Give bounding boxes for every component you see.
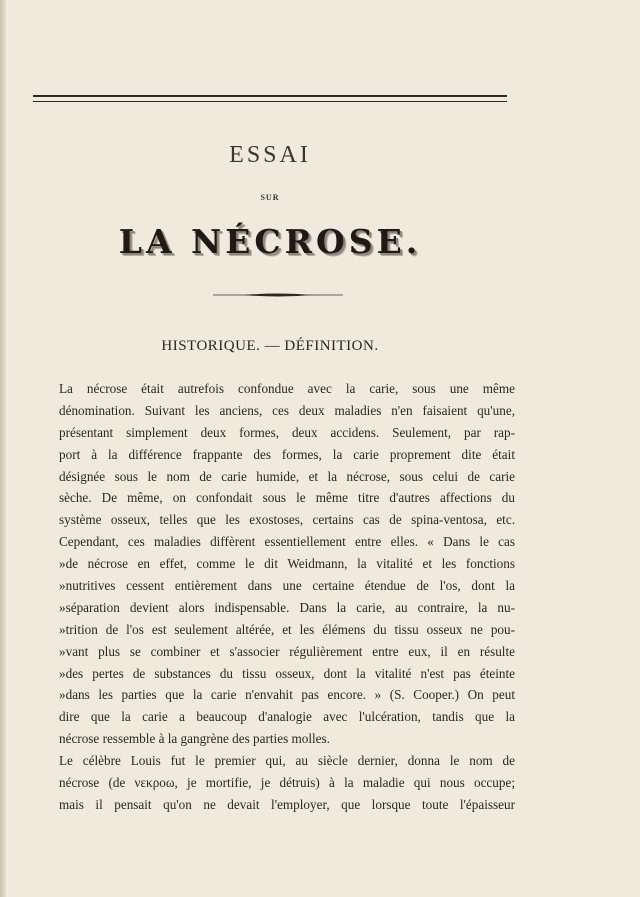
text-line: »vant plus se combiner et s'associer régulièrement entre eux, il en résulte [59,643,515,659]
text-line: mais il pensait qu'on ne devait l'employer, que lorsque toute l'épaisseur [59,796,515,812]
text-line: port à la différence frappante des formes, la carie proprement dite était [59,446,515,462]
text-line: présentant simplement deux formes, deux accidens. Seulement, par rap- [59,424,515,440]
title-sur: SUR [260,193,280,202]
text-line: nécrose (de νεκροω, je mortifie, je détruis) à la maladie qui nous occupe; [59,774,515,790]
text-line: dire que la carie a beaucoup d'analogie avec l'ulcération, tandis que la [59,709,515,725]
text-line: »de nécrose en effet, comme le dit Weidmann, la vitalité et les fonctions [59,556,515,572]
text-line: Le célèbre Louis fut le premier qui, au siècle dernier, donna le nom de [59,753,515,768]
text-line: Cependant, ces maladies diffèrent essentiellement entre elles. « Dans le cas [59,534,515,550]
text-line: désignée sous le nom de carie humide, et la nécrose, sous celui de carie [59,468,515,484]
text-line: »des pertes de substances du tissu osseux, dont la vitalité n'est pas éteinte [59,665,515,681]
text-line: système osseux, telles que les exostoses, certains cas de spina-ventosa, etc. [59,512,515,528]
page-edge [0,0,6,897]
section-heading: HISTORIQUE. — DÉFINITION. [161,338,379,354]
text-line: »trition de l'os est seulement altérée, et les élémens du tissu osseux ne pou- [59,621,515,637]
text-line: »dans les parties que la carie n'envahit pas encore. » (S. Cooper.) On peut [59,687,515,703]
text-line: nécrose ressemble à la gangrène des parties molles. [59,731,330,747]
title-essai: ESSAI [229,142,311,168]
paragraph-2 [59,750,515,816]
paragraph-1 [59,378,515,750]
text-line: sèche. De même, on confondait sous le même titre d'autres affections du [59,490,515,506]
text-line: »nutritives cessent entièrement dans une certaine étendue de l'os, dont la [59,578,515,594]
top-rule [33,95,507,102]
text-line: »séparation devient alors indispensable. Dans la carie, au contraire, la nu- [59,599,515,615]
title-main: LA NÉCROSE. [118,222,422,261]
text-line: dénomination. Suivant les anciens, ces deux maladies n'en faisaient qu'une, [59,402,515,418]
text-line: La nécrose était autrefois confondue avec la carie, sous une même [59,381,515,396]
ornament-divider [213,292,343,298]
